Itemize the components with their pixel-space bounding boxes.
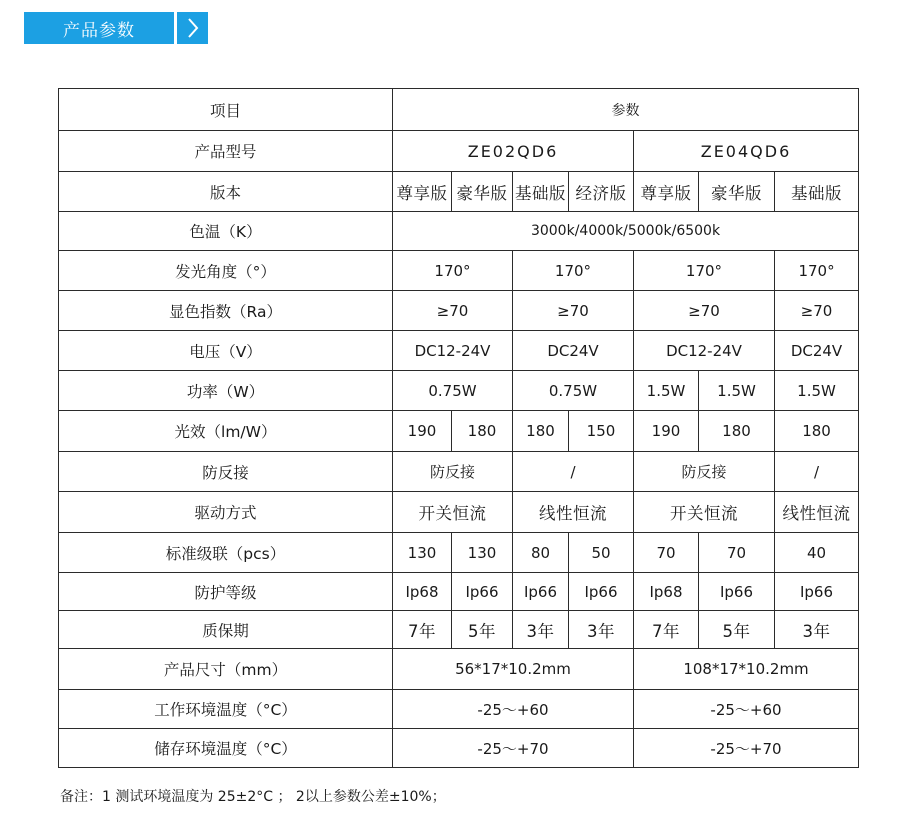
- cell: 豪华版: [452, 172, 513, 212]
- row-label: 版本: [59, 172, 393, 212]
- cell: 5年: [699, 611, 775, 649]
- header-param: 参数: [393, 89, 859, 131]
- table-row: [59, 411, 859, 452]
- section-title: 产品参数: [24, 12, 174, 44]
- row-label: 光效（lm/W）: [59, 411, 393, 452]
- row-label: 工作环境温度（°C）: [59, 690, 393, 729]
- cell: 3年: [513, 611, 569, 649]
- cell: 70: [634, 533, 699, 573]
- row-label: 防反接: [59, 452, 393, 492]
- cell: 尊享版: [393, 172, 452, 212]
- table-row: [59, 212, 859, 251]
- cell: ≥70: [513, 291, 634, 331]
- cell: 40: [775, 533, 859, 573]
- cell: -25～+70: [634, 729, 859, 768]
- cell: 80: [513, 533, 569, 573]
- cell: 1.5W: [634, 371, 699, 411]
- table-row: [59, 492, 859, 533]
- table-row: [59, 573, 859, 611]
- cell: 7年: [393, 611, 452, 649]
- cell: 防反接: [634, 452, 775, 492]
- cell: Ip66: [569, 573, 634, 611]
- table-row: [59, 331, 859, 371]
- model-a: ZE02QD6: [393, 131, 634, 172]
- row-label: 驱动方式: [59, 492, 393, 533]
- cell: ≥70: [775, 291, 859, 331]
- chevron-right-icon[interactable]: [177, 12, 208, 44]
- row-label: 显色指数（Ra）: [59, 291, 393, 331]
- cell: 开关恒流: [634, 492, 775, 533]
- table-row: [59, 649, 859, 690]
- cell: 108*17*10.2mm: [634, 649, 859, 690]
- row-label: 电压（V）: [59, 331, 393, 371]
- cell: 0.75W: [393, 371, 513, 411]
- cell: 0.75W: [513, 371, 634, 411]
- cell: 170°: [513, 251, 634, 291]
- cell: 180: [699, 411, 775, 452]
- cell: 1.5W: [775, 371, 859, 411]
- cell: DC12-24V: [393, 331, 513, 371]
- cell: 180: [513, 411, 569, 452]
- model-b: ZE04QD6: [634, 131, 859, 172]
- cell: 56*17*10.2mm: [393, 649, 634, 690]
- cell: /: [775, 452, 859, 492]
- cell: Ip66: [513, 573, 569, 611]
- spec-table: [58, 88, 859, 768]
- row-label: 产品尺寸（mm）: [59, 649, 393, 690]
- footnote: 备注：1 测试环境温度为 25±2°C ； 2以上参数公差±10%；: [60, 789, 446, 805]
- row-label: 防护等级: [59, 573, 393, 611]
- cell: 3000k/4000k/5000k/6500k: [393, 212, 859, 251]
- table-row: [59, 371, 859, 411]
- cell: Ip66: [452, 573, 513, 611]
- cell: -25～+60: [634, 690, 859, 729]
- cell: 180: [452, 411, 513, 452]
- table-row: [59, 172, 859, 212]
- table-row: [59, 611, 859, 649]
- cell: 170°: [634, 251, 775, 291]
- cell: 3年: [569, 611, 634, 649]
- table-row: [59, 251, 859, 291]
- cell: -25～+60: [393, 690, 634, 729]
- cell: 180: [775, 411, 859, 452]
- cell: /: [513, 452, 634, 492]
- table-row: [59, 291, 859, 331]
- cell: Ip68: [634, 573, 699, 611]
- cell: 线性恒流: [775, 492, 859, 533]
- row-label: 发光角度（°）: [59, 251, 393, 291]
- cell: 190: [634, 411, 699, 452]
- cell: 基础版: [513, 172, 569, 212]
- cell: 5年: [452, 611, 513, 649]
- cell: 190: [393, 411, 452, 452]
- row-label: 色温（K）: [59, 212, 393, 251]
- table-row: [59, 729, 859, 768]
- cell: 150: [569, 411, 634, 452]
- table-row: [59, 89, 859, 131]
- cell: 尊享版: [634, 172, 699, 212]
- cell: 50: [569, 533, 634, 573]
- cell: DC24V: [513, 331, 634, 371]
- row-label: 储存环境温度（°C）: [59, 729, 393, 768]
- header-item: 项目: [59, 89, 393, 131]
- cell: DC12-24V: [634, 331, 775, 371]
- cell: 线性恒流: [513, 492, 634, 533]
- row-label: 标准级联（pcs）: [59, 533, 393, 573]
- cell: 70: [699, 533, 775, 573]
- table-row: [59, 452, 859, 492]
- section-header: [24, 12, 208, 44]
- cell: ≥70: [393, 291, 513, 331]
- table-row: [59, 690, 859, 729]
- cell: 130: [452, 533, 513, 573]
- row-label: 产品型号: [59, 131, 393, 172]
- table-row: [59, 131, 859, 172]
- cell: Ip68: [393, 573, 452, 611]
- cell: 130: [393, 533, 452, 573]
- table-row: [59, 533, 859, 573]
- cell: 7年: [634, 611, 699, 649]
- cell: 防反接: [393, 452, 513, 492]
- cell: 170°: [775, 251, 859, 291]
- cell: 基础版: [775, 172, 859, 212]
- cell: 经济版: [569, 172, 634, 212]
- cell: ≥70: [634, 291, 775, 331]
- cell: Ip66: [699, 573, 775, 611]
- cell: -25～+70: [393, 729, 634, 768]
- cell: 豪华版: [699, 172, 775, 212]
- row-label: 功率（W）: [59, 371, 393, 411]
- cell: 1.5W: [699, 371, 775, 411]
- cell: 3年: [775, 611, 859, 649]
- cell: 170°: [393, 251, 513, 291]
- cell: Ip66: [775, 573, 859, 611]
- cell: 开关恒流: [393, 492, 513, 533]
- row-label: 质保期: [59, 611, 393, 649]
- cell: DC24V: [775, 331, 859, 371]
